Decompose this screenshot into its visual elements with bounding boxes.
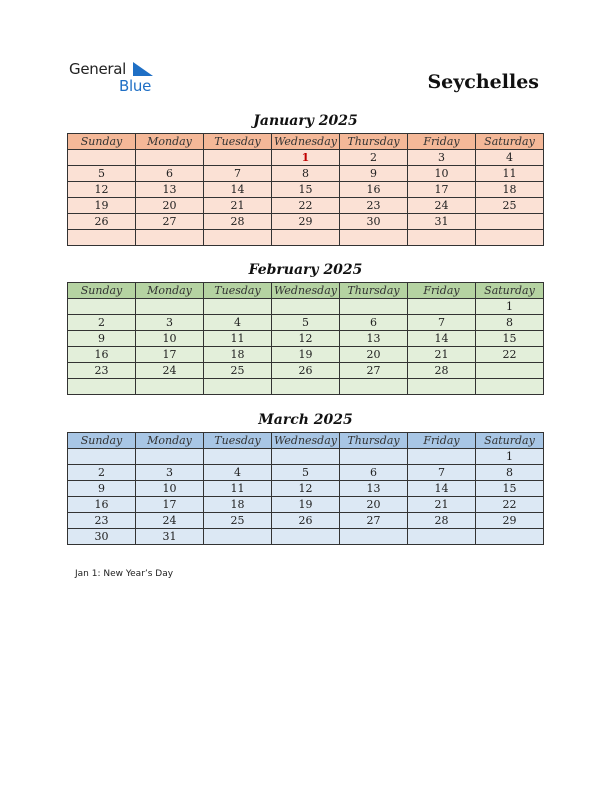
day-cell	[476, 230, 544, 246]
week-row	[68, 214, 544, 230]
day-cell	[68, 150, 136, 166]
day-cell: 20	[136, 198, 204, 214]
week-row	[68, 497, 544, 513]
day-cell: 13	[136, 182, 204, 198]
day-cell: 8	[476, 465, 544, 481]
week-row	[68, 465, 544, 481]
day-cell: 12	[68, 182, 136, 198]
day-cell: 12	[272, 481, 340, 497]
day-cell	[340, 449, 408, 465]
month-title-january: January 2025	[253, 113, 358, 129]
day-cell: 25	[204, 513, 272, 529]
weekday-header: Friday	[408, 283, 476, 299]
day-cell	[408, 379, 476, 395]
day-cell: 18	[204, 347, 272, 363]
weekday-header: Monday	[136, 283, 204, 299]
weekday-header: Wednesday	[272, 134, 340, 150]
day-cell	[204, 379, 272, 395]
day-cell: 2	[68, 315, 136, 331]
day-cell: 19	[272, 497, 340, 513]
week-row	[68, 449, 544, 465]
day-cell: 3	[408, 150, 476, 166]
weekday-header: Wednesday	[272, 283, 340, 299]
day-cell: 10	[136, 481, 204, 497]
day-cell: 11	[204, 331, 272, 347]
day-cell: 11	[476, 166, 544, 182]
day-cell: 25	[204, 363, 272, 379]
day-cell	[476, 379, 544, 395]
day-cell: 13	[340, 481, 408, 497]
logo-text-general: General	[69, 60, 127, 78]
week-row	[68, 198, 544, 214]
day-cell: 18	[204, 497, 272, 513]
day-cell: 21	[204, 198, 272, 214]
day-cell	[272, 230, 340, 246]
week-row	[68, 299, 544, 315]
day-cell: 1	[272, 150, 340, 166]
weekday-header: Saturday	[476, 134, 544, 150]
day-cell: 23	[68, 513, 136, 529]
day-cell: 10	[136, 331, 204, 347]
day-cell: 20	[340, 347, 408, 363]
day-cell: 28	[204, 214, 272, 230]
day-cell: 27	[340, 363, 408, 379]
day-cell: 23	[340, 198, 408, 214]
day-cell: 30	[68, 529, 136, 545]
day-cell: 8	[272, 166, 340, 182]
day-cell: 28	[408, 363, 476, 379]
day-cell: 19	[272, 347, 340, 363]
day-cell	[408, 529, 476, 545]
day-cell: 13	[340, 331, 408, 347]
day-cell	[68, 379, 136, 395]
day-cell: 27	[136, 214, 204, 230]
weekday-header: Tuesday	[204, 283, 272, 299]
weekday-header: Thursday	[340, 134, 408, 150]
day-cell: 27	[340, 513, 408, 529]
day-cell: 30	[340, 214, 408, 230]
day-cell: 29	[272, 214, 340, 230]
day-cell: 5	[68, 166, 136, 182]
day-cell: 4	[476, 150, 544, 166]
weekday-header: Saturday	[476, 433, 544, 449]
weekday-header: Friday	[408, 433, 476, 449]
day-cell: 26	[272, 513, 340, 529]
logo	[69, 60, 159, 96]
week-row	[68, 315, 544, 331]
weekday-header: Friday	[408, 134, 476, 150]
day-cell	[340, 379, 408, 395]
day-cell	[136, 150, 204, 166]
day-cell: 9	[68, 481, 136, 497]
day-cell: 9	[340, 166, 408, 182]
day-cell	[68, 299, 136, 315]
day-cell	[476, 529, 544, 545]
day-cell: 23	[68, 363, 136, 379]
week-row	[68, 230, 544, 246]
day-cell: 22	[272, 198, 340, 214]
weekday-header: Sunday	[68, 134, 136, 150]
weekday-header: Tuesday	[204, 433, 272, 449]
weekday-header: Monday	[136, 134, 204, 150]
day-cell: 21	[408, 347, 476, 363]
day-cell	[272, 379, 340, 395]
weekday-header: Sunday	[68, 433, 136, 449]
day-cell: 15	[476, 331, 544, 347]
week-row	[68, 347, 544, 363]
weekday-header: Thursday	[340, 433, 408, 449]
day-cell: 17	[408, 182, 476, 198]
day-cell: 1	[476, 299, 544, 315]
day-cell: 26	[272, 363, 340, 379]
week-row	[68, 363, 544, 379]
day-cell: 14	[204, 182, 272, 198]
day-cell: 16	[340, 182, 408, 198]
day-cell: 17	[136, 347, 204, 363]
day-cell	[340, 299, 408, 315]
day-cell	[136, 230, 204, 246]
day-cell	[272, 299, 340, 315]
day-cell	[136, 449, 204, 465]
day-cell	[272, 529, 340, 545]
day-cell: 6	[136, 166, 204, 182]
holiday-note: Jan 1: New Year’s Day	[75, 569, 174, 579]
day-cell: 28	[408, 513, 476, 529]
day-cell	[476, 363, 544, 379]
day-cell: 3	[136, 315, 204, 331]
day-cell	[204, 150, 272, 166]
day-cell: 7	[204, 166, 272, 182]
day-cell: 26	[68, 214, 136, 230]
weekday-header: Saturday	[476, 283, 544, 299]
week-row	[68, 150, 544, 166]
day-cell: 14	[408, 481, 476, 497]
day-cell	[340, 529, 408, 545]
day-cell: 4	[204, 465, 272, 481]
weekday-header: Wednesday	[272, 433, 340, 449]
day-cell: 16	[68, 347, 136, 363]
weekday-header: Tuesday	[204, 134, 272, 150]
day-cell	[408, 230, 476, 246]
week-row	[68, 529, 544, 545]
day-cell: 15	[272, 182, 340, 198]
day-cell: 20	[340, 497, 408, 513]
day-cell	[204, 299, 272, 315]
month-title-march: March 2025	[258, 412, 353, 428]
day-cell: 6	[340, 465, 408, 481]
day-cell: 29	[476, 513, 544, 529]
day-cell	[68, 449, 136, 465]
month-title-february: February 2025	[248, 262, 363, 278]
day-cell: 25	[476, 198, 544, 214]
week-row	[68, 331, 544, 347]
day-cell: 14	[408, 331, 476, 347]
logo-text-blue: Blue	[119, 77, 151, 95]
week-row	[68, 379, 544, 395]
weekday-header: Monday	[136, 433, 204, 449]
day-cell: 16	[68, 497, 136, 513]
day-cell	[204, 449, 272, 465]
logo-triangle-icon	[133, 62, 153, 76]
day-cell	[476, 214, 544, 230]
day-cell	[340, 230, 408, 246]
day-cell: 1	[476, 449, 544, 465]
day-cell	[272, 449, 340, 465]
day-cell: 5	[272, 315, 340, 331]
day-cell: 18	[476, 182, 544, 198]
day-cell	[136, 379, 204, 395]
day-cell: 9	[68, 331, 136, 347]
day-cell	[204, 529, 272, 545]
day-cell: 2	[340, 150, 408, 166]
week-row	[68, 166, 544, 182]
day-cell: 4	[204, 315, 272, 331]
day-cell: 17	[136, 497, 204, 513]
day-cell	[408, 449, 476, 465]
day-cell: 7	[408, 465, 476, 481]
day-cell: 22	[476, 347, 544, 363]
day-cell: 31	[136, 529, 204, 545]
day-cell: 8	[476, 315, 544, 331]
weekday-header: Sunday	[68, 283, 136, 299]
day-cell: 10	[408, 166, 476, 182]
day-cell: 2	[68, 465, 136, 481]
day-cell: 11	[204, 481, 272, 497]
day-cell: 19	[68, 198, 136, 214]
week-row	[68, 481, 544, 497]
day-cell	[68, 230, 136, 246]
day-cell: 12	[272, 331, 340, 347]
day-cell	[136, 299, 204, 315]
day-cell: 31	[408, 214, 476, 230]
day-cell	[204, 230, 272, 246]
day-cell: 6	[340, 315, 408, 331]
day-cell: 22	[476, 497, 544, 513]
calendar-january	[67, 133, 544, 246]
day-cell: 15	[476, 481, 544, 497]
day-cell: 5	[272, 465, 340, 481]
day-cell: 24	[408, 198, 476, 214]
day-cell: 24	[136, 513, 204, 529]
calendar-march	[67, 432, 544, 545]
week-row	[68, 182, 544, 198]
day-cell: 24	[136, 363, 204, 379]
country-title: Seychelles	[427, 71, 539, 93]
day-cell: 7	[408, 315, 476, 331]
calendar-february	[67, 282, 544, 395]
week-row	[68, 513, 544, 529]
day-cell: 3	[136, 465, 204, 481]
weekday-header: Thursday	[340, 283, 408, 299]
day-cell	[408, 299, 476, 315]
day-cell: 21	[408, 497, 476, 513]
